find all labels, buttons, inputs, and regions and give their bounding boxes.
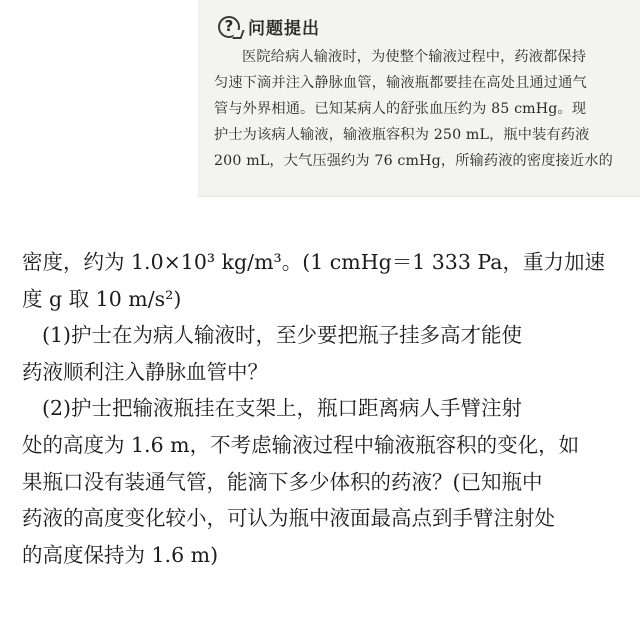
intro-line: 管与外界相通。已知某病人的舒张血压约为 85 cmHg。现 (214, 101, 587, 117)
question-2-line: 处的高度为 1.6 m，不考虑输液过程中输液瓶容积的变化，如 (22, 432, 580, 457)
body-line: 密度，约为 1.0×10³ kg/m³。(1 cmHg＝1 333 Pa，重力加速 (22, 250, 605, 274)
intro-line: 200 mL，大气压强约为 76 cmHg，所输药液的密度接近水的 (214, 153, 613, 169)
intro-line: 匀速下滴并注入静脉血管，输液瓶都要挂在高处且通过通气 (214, 75, 587, 91)
question-2-line: 的高度保持为 1.6 m) (22, 542, 219, 567)
question-2-line: 药液的高度变化较小，可认为瓶中液面最高点到手臂注射处 (22, 506, 555, 531)
problem-intro-header (218, 14, 320, 39)
question-2-line: 果瓶口没有装通气管，能滴下多少体积的药液？(已知瓶中 (22, 469, 543, 494)
body-line: 度 g 取 10 m/s²) (22, 286, 182, 311)
question-mark-icon: ? (218, 16, 240, 38)
problem-intro-text (214, 44, 638, 174)
intro-line: 护士为该病人输液，输液瓶容积为 250 mL，瓶中装有药液 (214, 127, 590, 143)
intro-line: 医院给病人输液时，为使整个输液过程中，药液都保持 (242, 49, 587, 65)
problem-body (22, 244, 622, 573)
question-1-line: (1)护士在为病人输液时，至少要把瓶子挂多高才能使 (42, 323, 523, 348)
question-2-line: (2)护士把输液瓶挂在支架上，瓶口距离病人手臂注射 (42, 396, 523, 421)
question-1-line: 药液顺利注入静脉血管中？ (22, 359, 268, 384)
problem-intro-title: 问题提出 (248, 19, 320, 39)
problem-intro-box (198, 0, 640, 197)
